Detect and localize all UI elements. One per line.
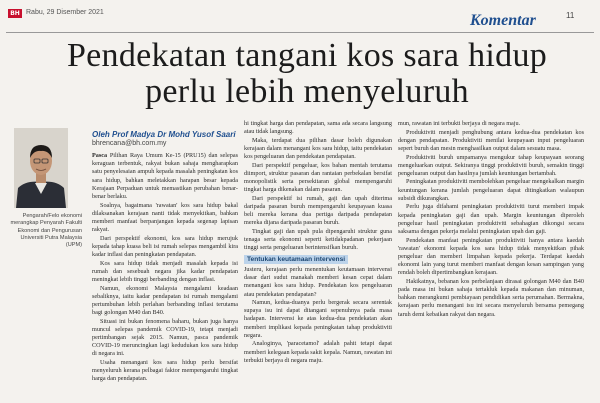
article-column-1 — [92, 152, 238, 402]
header-divider — [6, 32, 594, 33]
article-headline: Pendekatan tangani kos sara hidup perlu lebih menyeluruh — [66, 37, 548, 110]
paragraph — [92, 152, 238, 201]
page-number: 11 — [566, 11, 575, 20]
paragraph: Soalnya, bagaimana 'rawatan' kos sara hidup bakal dilaksanakan kerajaan nanti tidak menyekitkan, bahkan memberi manfaat berpanjangan kepada segenap lapisan rakyat. — [92, 201, 238, 234]
paragraph: mun, rawatan ini terbukti berjaya di negara maju. — [398, 120, 521, 127]
paragraph: Justeru, kerajaan perlu menentukan keutamaan intervensi dasar dari sudut manakah memberi kesan cepat dalam menangani kos sara hidup. Pendekatan kos pengeluaran atau pendekatan pendapatan? — [244, 265, 392, 298]
paragraph: Tingkat gaji dan upah pula dipengaruhi struktur guna tenaga serta ekonomi seperti ketidakpadanan pekerjaan tinggi serta pengeluaran berintensifkan buruh. — [244, 228, 392, 252]
paragraph: Dari perspektif isi rumah, gaji dan upah diterima daripada pasaran buruh mempengaruhi keupayaan kuasa beli mereka kerana dua pertiga daripada pendapatan mereka dijana daripada pasaran buruh. — [244, 194, 392, 227]
section-title: Komentar — [470, 12, 536, 29]
paragraph: Kos sara hidup tidak menjadi masalah kepada isi rumah dan sesebuah negara jika kadar pendapatan meningkat lebih tinggi berbanding dengan inflasi. — [92, 259, 238, 283]
paragraph: Perlu juga difahami peningkatan produktiviti turut memberi impak kepada peningkatan gaji dan upah. Margin keuntungan diperoleh pengeluar hasil peningkatan produktiviti sebahagian dikongsi secara saksama dengan pekerja melalui peningkatan upah dan gaji. — [398, 203, 584, 235]
paragraph: Analoginya, 'paracetamol' adalah pahit tetapi dapat memberi kelegaan kepada sakit kepala. Namun, rawatan ini terbukti berjaya di negara maju. — [244, 340, 392, 364]
paragraph: Dari perspektif pengeluar, kos bahan mentah terutama diimport, struktur pasaran dan rantaian perbekalan bersifat monopolistik serta persekitaran global mempengaruhi tingkat harga dikenakan dalam pasaran. — [244, 161, 392, 194]
paragraph: Produktiviti buruh umpamanya mengukur tahap keupayaan seorang mengeluarkan output. Sekiranya tinggi produktiviti buruh, semakin tinggi pengeluaran output dan hasilnya jumlah keuntungan bertambah. — [398, 153, 584, 177]
lead-word: Pasca — [92, 152, 108, 159]
paragraph: Namun, kedua-duanya perlu bergerak secara serentak supaya isu ini dapat ditangani sepenuhnya pada masa hadapan. Intervensi ke atas kedua-dua pendekatan akan memberi implikasi kepada peningkatan tahap produktiviti negara. — [244, 299, 392, 339]
paragraph: Situasi ini bukan fenomena baharu, bukan juga hanya muncul selepas pandemik COVID-19, tetapi menjadi pertimbangan sejak 2015. Namun, pasca pandemik COVID-19 meruncingkan lagi kedudukan kos sara hidup di negara ini. — [92, 317, 238, 358]
newspaper-logo: BH — [8, 9, 22, 18]
author-photo — [14, 128, 68, 208]
section-subheading: Tentukan keutamaan intervensi — [244, 255, 348, 264]
paragraph: Namun, ekonomi Malaysia mengalami keadaan sebaliknya, iaitu kadar pendapatan isi rumah mengalami pertumbuhan lebih perlahan berbanding inflasi terutama bagi golongan M40 dan B40. — [92, 284, 238, 317]
paragraph: Hakikatnya, bebanan kos perbelanjaan dirasai golongan M40 dan B40 pada masa ini bukan sahaja tertakluk kepada makanan dan minuman, bahkan merangkumi pembiayaan pendidikan serta perumahan. Bermakna, kerajaan perlu menangani isu ini secara menyeluruh bersama pemegang taruh demi kebaikan rakyat dan negara. — [398, 277, 584, 318]
paragraph: Usaha menangani kos sara hidup perlu bersifat menyeluruh kerana pelbagai faktor mempengaruhi tingkat harga dan pendapatan. — [92, 359, 238, 383]
author-email: bhrencana@bh.com.my — [92, 140, 167, 147]
article-column-3 — [398, 120, 584, 402]
paragraph-text: Pilihan Raya Umum Ke-15 (PRU15) dan selepas keraguan terbentuk, rakyat bukan sahaja mengharapkan satu penyelesaian ampuh kepada masalah peningkatan kos sara hidup, bahkan meletakkan harapan besar kepada Kerajaan Perpaduan untuk memastikan perubahan benar-benar berlaku. — [92, 152, 238, 200]
paragraph: Pendekatan manfaat peningkatan produktiviti hanya antara kaedah 'rawatan' ekonomi kepada kos sara hidup tidak menyekitkan pihak pengeluar dan memberi limpahan kepada pekerja. Terdapat kaedah ekonomi lain yang turut memberi manfaat dengan kesan sampingan yang rendah boleh dipertimbangkan kerajaan. — [398, 236, 584, 277]
paragraph: hi tingkat harga dan pendapatan, sama ada secara langsung atau tidak langsung. — [244, 120, 392, 136]
author-byline: Oleh Prof Madya Dr Mohd Yusof Saari — [92, 130, 236, 139]
paragraph: Maka, terdapat dua pilihan dasar boleh digunakan kerajaan dalam menangani kos sara hidup, iaitu pendekatan kos pengeluaran dan pendekatan pendapatan. — [244, 136, 392, 161]
paragraph: Dari perspektif ekonomi, kos sara hidup merujuk kepada tahap kuasa beli isi rumah selepas mengambil kira kadar inflasi dan peningkatan pendapatan. — [92, 234, 238, 259]
paragraph: Produktiviti menjadi penghubung antara kedua-dua pendekatan kos dengan pendapatan. Produktiviti menilai keupayaan input pengeluaran sepert buruh dan mesin menghasilkan output dalam sesuatu masa. — [398, 128, 584, 152]
paragraph: Peningkatan produktiviti membolehkan pengeluar mengekalkan margin keuntungan kerana jumlah pengeluaran dapat ditingkatkan walaupun subsidi dikurangkan. — [398, 178, 584, 202]
author-caption: Pengarah/Felo ekonomi merangkap Penyarah Fakulti Ekonomi dan Pengurusan Universiti Putra Malaysia (UPM) — [10, 213, 82, 249]
page-header — [0, 0, 600, 30]
article-column-2 — [244, 120, 392, 402]
issue-date: Rabu, 29 Disember 2021 — [26, 9, 104, 16]
